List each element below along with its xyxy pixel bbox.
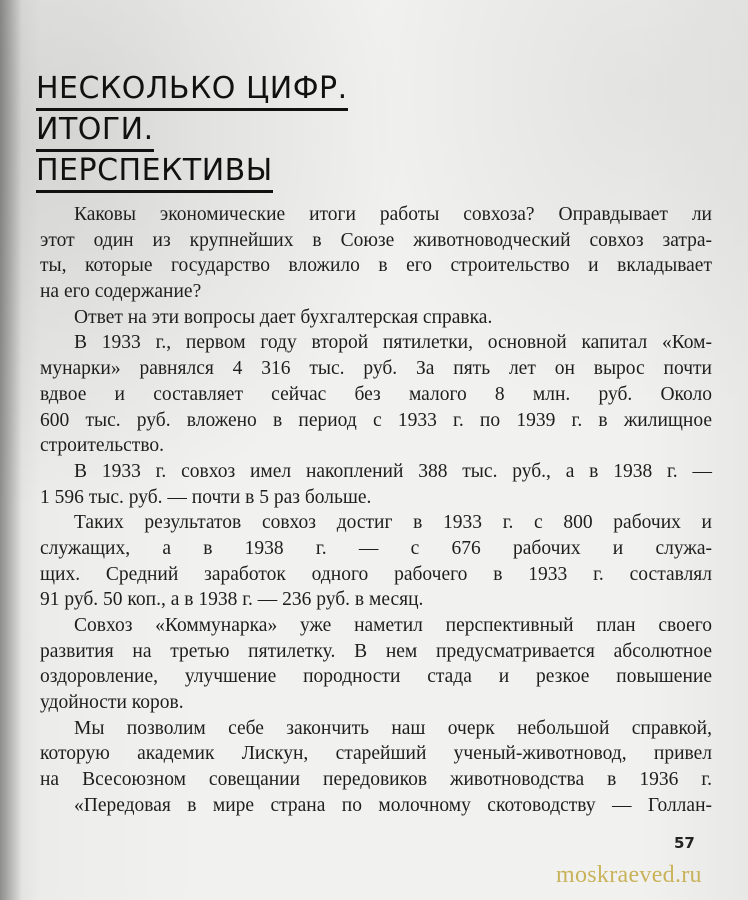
site-watermark: moskraeved.ru: [556, 862, 702, 888]
text-line: 1 596 тыс. руб. — почти в 5 раз больше.: [40, 486, 372, 508]
text-line: 600 тыс. руб. вложено в период с 1933 г. по 1939 г. в жилищное: [40, 409, 712, 431]
page-number: 57: [674, 834, 695, 852]
heading-line-3: ПЕРСПЕКТИВЫ: [36, 154, 273, 193]
text-line: «Передовая в мире страна по молочному скотоводству — Голлан-: [74, 794, 712, 816]
text-line: на его содержание?: [40, 281, 202, 303]
text-line: Совхоз «Коммунарка» уже наметил перспективный план своего: [74, 615, 712, 636]
text-line: служащих, а в 1938 г. — с 676 рабочих и служа-: [40, 537, 712, 559]
text-line: Ответ на эти вопросы дает бухгалтерская справка.: [74, 306, 493, 328]
text-line: Таких результатов совхоз достиг в 1933 г. с 800 рабочих и: [74, 512, 712, 534]
text-line: оздоровление, улучшение породности стада и резкое повышение: [40, 666, 712, 688]
chapter-heading: [36, 72, 356, 195]
text-line: Мы позволим себе закончить наш очерк небольшой справкой,: [74, 717, 712, 739]
text-line: В 1933 г. совхоз имел накоплений 388 тыс. руб., а в 1938 г. —: [74, 460, 712, 482]
text-line: 91 руб. 50 коп., а в 1938 г. — 236 руб. в месяц.: [40, 589, 424, 611]
text-line: щих. Средний заработок одного рабочего в 1933 г. составлял: [40, 563, 712, 585]
body-text: [40, 202, 712, 819]
text-line: Каковы экономические итоги работы совхоза? Оправдывает ли: [74, 204, 712, 225]
text-line: которую академик Лискун, старейший ученый-животновод, привел: [40, 743, 712, 765]
scan-edge-shadow: [0, 0, 22, 900]
heading-line-2: ИТОГИ.: [36, 113, 154, 152]
text-line: удойности коров.: [40, 692, 184, 714]
text-line: В 1933 г., первом году второй пятилетки, основной капитал «Ком-: [74, 332, 712, 354]
text-line: ты, которые государство вложило в его строительство и вкладывает: [40, 255, 712, 277]
text-line: мунарки» равнялся 4 316 тыс. руб. За пять лет он вырос почти: [40, 358, 712, 380]
text-line: на Всесоюзном совещании передовиков животноводства в 1936 г.: [40, 769, 712, 791]
text-line: этот один из крупнейших в Союзе животноводческий совхоз затра-: [40, 229, 712, 251]
text-line: строительство.: [40, 435, 165, 457]
text-line: развития на третью пятилетку. В нем предусматривается абсолютное: [40, 640, 712, 662]
heading-line-1: НЕСКОЛЬКО ЦИФР.: [36, 72, 348, 111]
text-line: вдвое и составляет сейчас без малого 8 млн. руб. Около: [40, 383, 712, 405]
